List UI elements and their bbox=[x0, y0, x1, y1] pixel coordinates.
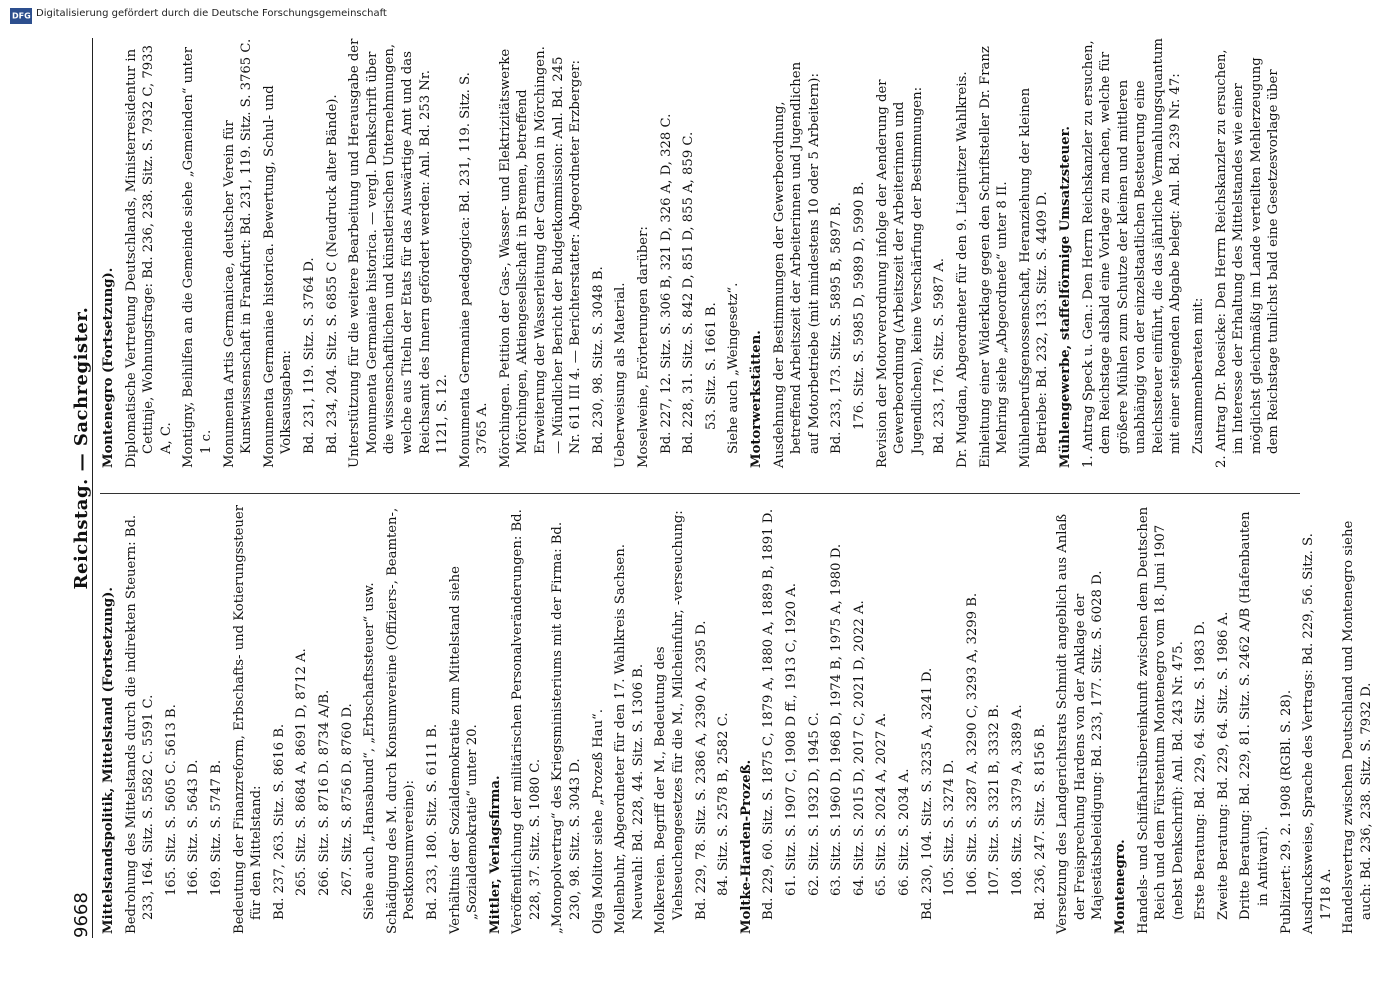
index-entry: 66. Sitz. S. 2034 A. bbox=[896, 768, 912, 896]
index-entry: 61. Sitz. S. 1907 C, 1908 D ff., 1913 C, 1920 A. bbox=[784, 583, 799, 896]
column-divider bbox=[100, 493, 1300, 494]
index-entry: Publiziert: 29. 2. 1908 (RGBl. S. 28). bbox=[1278, 689, 1294, 934]
index-entry: Bd. 236, 247. Sitz. S. 8156 B. bbox=[1032, 723, 1048, 920]
index-entry: 107. Sitz. S. 3321 B, 3332 B. bbox=[987, 704, 1003, 896]
index-entry: Siehe auch „Hansabund“, „Erbschaftssteuer“ usw. bbox=[362, 582, 378, 920]
index-entry: Bd. 228, 31. Sitz. S. 842 D, 851 D, 855 A, 859 C. bbox=[681, 131, 697, 454]
index-entry: 65. Sitz. S. 2024 A, 2027 A. bbox=[874, 712, 890, 896]
index-entry: 2. Antrag Dr. Roesicke: Den Herrn Reichskanzler zu ersuchen, im Interesse der Erhaltung des Mittelstandes wie einer möglichst gleichmäßig im Lande verteilten Mehlerzeugung dem Reichstage tunlichst bald eine Gesetzesvorlage über bbox=[1213, 49, 1282, 468]
index-entry: 266. Sitz. S. 8716 D. 8734 A/B. bbox=[316, 689, 332, 896]
index-entry: „Monopolvertrag“ des Kriegsministeriums mit der Firma: Bd. 230, 98. Sitz. S. 3043 D. bbox=[550, 521, 584, 934]
index-entry: Bd. 233, 180. Sitz. S. 6111 B. bbox=[424, 723, 440, 920]
index-heading: Montenegro (Fortsetzung). bbox=[101, 267, 116, 468]
index-entry: 1. Antrag Speck u. Gen.: Den Herrn Reichskanzler zu ersuchen, dem Reichstage alsbald eine Vorlage zu machen, welche für größere Mühlen zum Schutze der kleinen und mittleren unabhängig von der einzelstaatlichen Besteuerung eine Reichssteuer einführt, die das jährliche Vermahlungsquantum mit einer steigenden Abgabe belegt: Anl. Bd. 239 Nr. 47: bbox=[1080, 38, 1184, 468]
index-entry: 267. Sitz. S. 8756 D. 8760 D. bbox=[339, 703, 355, 896]
index-heading: Mühlengewerbe, staffelförmige Umsatzsteuer. bbox=[1057, 126, 1073, 468]
index-entry: 165. Sitz. S. 5605 C. 5613 B. bbox=[163, 704, 179, 896]
index-entry: 84. Sitz. S. 2578 B, 2582 C. bbox=[716, 712, 732, 896]
right-column bbox=[100, 38, 1290, 468]
index-entry: Bd. 233, 173. Sitz. S. 5895 B, 5897 B. bbox=[829, 202, 845, 454]
index-entry: 169. Sitz. S. 5747 B. bbox=[208, 759, 224, 896]
index-entry: Olga Molitor siehe „Prozeß Hau“. bbox=[590, 709, 606, 934]
index-entry: 106. Sitz. S. 3287 A, 3290 C, 3293 A, 3299 B. bbox=[964, 592, 980, 896]
dfg-logo: DFG bbox=[10, 8, 32, 24]
index-entry: Bd. 229, 60. Sitz. S. 1875 C, 1879 A, 1880 A, 1889 B, 1891 D. bbox=[761, 508, 777, 920]
index-entry: Bedeutung der Finanzreform, Erbschafts- und Kotierungssteuer für den Mittelstand: bbox=[231, 504, 265, 934]
index-entry: Bd. 230, 104. Sitz. S. 3235 A, 3241 D. bbox=[919, 667, 935, 920]
index-entry: Handels- und Schiffahrtsübereinkunft zwischen dem Deutschen Reich und dem Fürstentum Montenegro vom 18. Juni 1907 (nebst Denkschrift): Anl. Bd. 243 Nr. 475. bbox=[1135, 506, 1186, 934]
index-entry: Versetzung des Landgerichtsrats Schmidt angeblich aus Anlaß der Freisprechung Hardens von der Anklage der Majestätsbeleidigung: Bd. 233, 177. Sitz. S. 6028 D. bbox=[1055, 513, 1106, 934]
index-entry: Bd. 234, 204. Sitz. S. 6855 C (Neudruck alter Bände). bbox=[324, 94, 340, 454]
index-entry: 63. Sitz. S. 1960 D, 1968 D, 1974 B, 1975 A, 1980 D. bbox=[829, 543, 845, 896]
index-entry: Bd. 237, 263. Sitz. S. 8616 B. bbox=[271, 723, 287, 920]
index-heading: Motorwerkstätten. bbox=[749, 330, 764, 468]
index-entry: Ausdrucksweise, Sprache des Vertrags: Bd. 229, 56. Sitz. S. 1718 A. bbox=[1301, 533, 1334, 934]
index-entry: Einleitung einer Widerklage gegen den Schriftsteller Dr. Franz Mehring siehe „Abgeordnete“ unter 8 II. bbox=[977, 46, 1011, 468]
index-entry: Bd. 231, 119. Sitz. S. 3764 D. bbox=[301, 257, 317, 454]
index-entry: 166. Sitz. S. 5643 D. bbox=[186, 759, 202, 896]
index-entry: Dr. Mugdan, Abgeordneter für den 9. Liegnitzer Wahlkreis. bbox=[954, 71, 970, 468]
index-entry: Unterstützung für die weitere Bearbeitung und Herausgabe der Monumenta Germaniae historica. — vergl. Denkschrift über die wissenschaftlichen und künstlerischen Unternehmungen, welche aus Titeln der Etats für das Auswärtige Amt und das Reichsamt des Innern gefördert werden: Anl. Bd. 253 Nr. 1121, S. 12. bbox=[347, 38, 451, 468]
index-entry: Ausdehnung der Bestimmungen der Gewerbeordnung, betreffend Arbeitszeit der Arbeiterinnen und Jugendlichen auf Motorbetriebe (mit mindestens 10 oder 5 Arbeitern): bbox=[771, 61, 822, 468]
index-entry: Mörchingen. Petition der Gas-, Wasser- und Elektrizitätswerke Mörchingen, Aktiengesellschaft in Bremen, betreffend Erweiterung der Wasserleitung der Garnison in Mörchingen. — Mündlicher Bericht der Budgetkommission: Anl. Bd. 245 Nr. 611 III 4. — Berichterstatter: Abgeordneter Erzberger: bbox=[497, 46, 584, 468]
index-heading: Moltke-Harden-Prozeß. bbox=[738, 759, 754, 934]
index-entry: Diplomatische Vertretung Deutschlands, Ministerresidentur in Cettinje, Wohnungsfrage: Bd. 236, 238. Sitz. S. 7932 C, 7933 A, C. bbox=[123, 45, 174, 468]
index-entry: 176. Sitz. S. 5985 D, 5989 D, 5990 B. bbox=[851, 181, 867, 430]
index-entry: Bd. 227, 12. Sitz. S. 306 B, 321 D, 326 A, D, 328 C. bbox=[658, 113, 674, 454]
page-header bbox=[56, 38, 93, 938]
index-entry: Mühlenberufsgenossenschaft, Heranziehung der kleinen Betriebe: Bd. 232, 133. Sitz. S. 4409 D. bbox=[1017, 87, 1051, 468]
index-entry: Bd. 233, 176. Sitz. S. 5987 A. bbox=[932, 258, 948, 454]
index-entry: Bd. 229, 78. Sitz. S. 2386 A, 2390 A, 2395 D. bbox=[693, 620, 709, 920]
index-entry: Erste Beratung: Bd. 229, 64. Sitz. S. 1983 D. bbox=[1193, 620, 1209, 920]
index-entry: Dritte Beratung: Bd. 229, 81. Sitz. S. 2462 A/B (Hafenbauten in Antivari). bbox=[1238, 511, 1272, 920]
index-entry: 108. Sitz. S. 3379 A, 3389 A. bbox=[1009, 704, 1025, 896]
index-entry: Monumenta Germaniae historica. Bewertung, Schul- und Volksausgaben: bbox=[261, 85, 295, 468]
index-entry: Montigny, Beihilfen an die Gemeinde siehe „Gemeinden“ unter 1 c. bbox=[181, 46, 214, 468]
left-column bbox=[100, 504, 1375, 934]
index-entry: Veröffentlichung der militärischen Personalveränderungen: Bd. 228, 37. Sitz. S. 1080 C. bbox=[510, 509, 543, 934]
index-entry: Ueberweisung als Material. bbox=[613, 282, 629, 468]
index-entry: Monumenta Artis Germanicae, deutscher Verein für Kunstwissenschaft in Frankfurt: Bd. 231, 119. Sitz. S. 3765 C. bbox=[221, 38, 255, 468]
index-entry: 62. Sitz. S. 1932 D, 1945 C. bbox=[806, 712, 822, 896]
index-entry: Verhältnis der Sozialdemokratie zum Mittelstand siehe „Sozialdemokratie“ unter 20. bbox=[447, 566, 481, 934]
index-entry: Bd. 230, 98. Sitz. S. 3048 B. bbox=[590, 266, 606, 454]
index-heading: Mittelstandspolitik, Mittelstand (Fortsetzung). bbox=[101, 587, 116, 934]
index-heading: Mittler, Verlagsfirma. bbox=[487, 775, 503, 934]
index-entry: Bedrohung des Mittelstands durch die indirekten Steuern: Bd. 233, 164. Sitz. S. 5582 C. 5591 C. bbox=[123, 514, 157, 934]
index-entry: Zusammenberaten mit: bbox=[1191, 297, 1207, 454]
page-number: 9668 bbox=[71, 892, 92, 938]
index-entry: 265. Sitz. S. 8684 A, 8691 D, 8712 A. bbox=[294, 648, 310, 896]
running-title: Reichstag. — Sachregister. bbox=[71, 306, 92, 590]
index-entry: 64. Sitz. S. 2015 D, 2017 C, 2021 D, 2022 A. bbox=[851, 600, 867, 896]
index-entry: Zweite Beratung: Bd. 229, 64. Sitz. S. 1986 A. bbox=[1215, 611, 1231, 920]
index-entry: Molkereien. Begriff der M., Bedeutung des Viehseuchengesetzes für die M., Milcheinfuhr, -verseuchung: bbox=[653, 510, 687, 934]
index-heading: Montenegro. bbox=[1112, 839, 1128, 934]
index-entry: Monumenta Germaniae paedagogica: Bd. 231, 119. Sitz. S. 3765 A. bbox=[457, 72, 491, 468]
index-entry: Moselweine, Erörterungen darüber: bbox=[636, 226, 652, 468]
index-entry: Schädigung des M. durch Konsumvereine (Offiziers-, Beamten-, Postkonsumvereine): bbox=[384, 507, 418, 934]
index-entry: 53. Sitz. S. 1661 B. bbox=[703, 302, 719, 430]
index-entry: Mollenbuhr, Abgeordneter für den 17. Wahlkreis Sachsen. Neuwahl: Bd. 228, 44. Sitz. S. 1306 B. bbox=[613, 544, 646, 934]
funding-credit: Digitalisierung gefördert durch die Deutsche Forschungsgemeinschaft bbox=[36, 8, 387, 19]
index-entry: Siehe auch „Weingesetz“. bbox=[726, 282, 742, 454]
index-entry: Handelsvertrag zwischen Deutschland und Montenegro siehe auch: Bd. 236, 238. Sitz. S. 7932 D. bbox=[1341, 520, 1375, 934]
index-entry: 105. Sitz. S. 3274 D. bbox=[942, 759, 958, 896]
index-entry: Revision der Motorverordnung infolge der Aenderung der Gewerbeordnung (Arbeitszeit der Arbeiterinnen und Jugendlichen), keine Verschärfung der Bestimmungen: bbox=[874, 79, 925, 468]
